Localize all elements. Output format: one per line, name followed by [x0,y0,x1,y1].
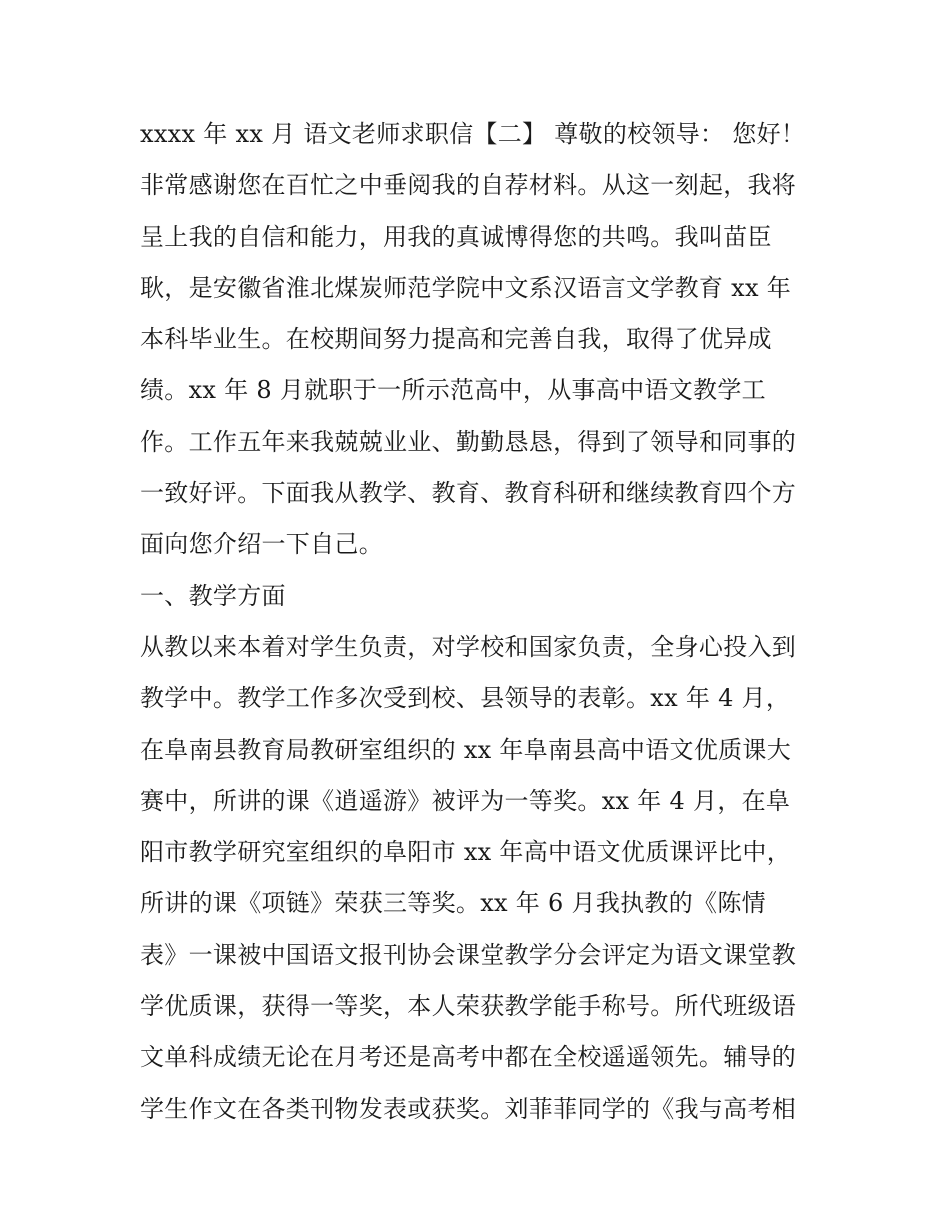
text-line-3: 呈上我的自信和能力，用我的真诚博得您的共鸣。我叫苗臣 [140,222,772,251]
text-line-14: 赛中，所讲的课《逍遥游》被评为一等奖。xx 年 4 月，在阜 [140,786,791,815]
text-line-17: 表》一课被中国语文报刊协会课堂教学分会评定为语文课堂教 [140,940,797,969]
text-line-6: 绩。xx 年 8 月就职于一所示范高中，从事高中语文教学工 [140,376,766,405]
text-line-4: 耿，是安徽省淮北煤炭师范学院中文系汉语言文学教育 xx 年 [140,273,792,302]
text-line-2: 非常感谢您在百忙之中垂阅我的自荐材料。从这一刻起，我将 [140,171,797,200]
text-line-16: 所讲的课《项链》荣获三等奖。xx 年 6 月我执教的《陈情 [140,889,766,918]
text-line-19: 文单科成绩无论在月考还是高考中都在全校遥遥领先。辅导的 [140,1043,797,1072]
text-line-11: 从教以来本着对学生负责，对学校和国家负责，全身心投入到 [140,632,797,661]
text-line-13: 在阜南县教育局教研室组织的 xx 年阜南县高中语文优质课大 [140,735,792,764]
text-line-7: 作。工作五年来我兢兢业业、勤勤恳恳，得到了领导和同事的 [140,427,797,456]
letter-body [140,109,830,1135]
text-line-9: 面向您介绍一下自己。 [140,530,383,559]
text-line-8: 一致好评。下面我从教学、教育、教育科研和继续教育四个方 [140,479,797,508]
text-line-5: 本科毕业生。在校期间努力提高和完善自我，取得了优异成 [140,325,772,354]
text-line-15: 阳市教学研究室组织的阜阳市 xx 年高中语文优质课评比中， [140,838,792,867]
text-line-12: 教学中。教学工作多次受到校、县领导的表彰。xx 年 4 月， [140,684,791,713]
text-line-1: xxxx 年 xx 月 语文老师求职信【二】 尊敬的校领导： 您好！ [140,120,806,148]
section-heading: 一、教学方面 [140,581,286,610]
text-line-18: 学优质课，获得一等奖，本人荣获教学能手称号。所代班级语 [140,992,797,1021]
text-line-20: 学生作文在各类刊物发表或获奖。刘菲菲同学的《我与高考相 [140,1094,797,1123]
